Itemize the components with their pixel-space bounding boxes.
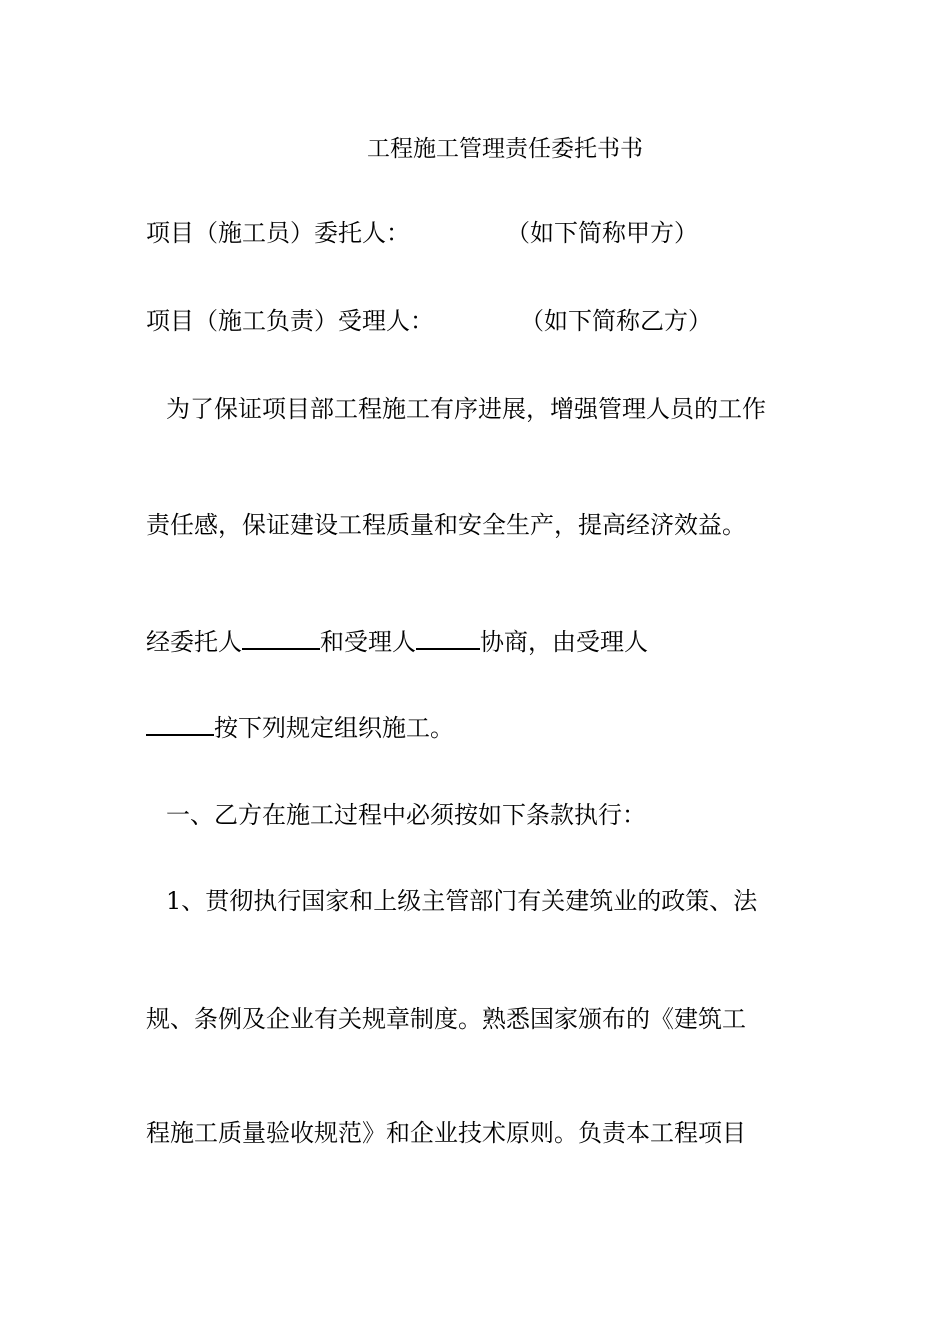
paragraph-2-text-d: 按下列规定组织施工。 <box>214 714 454 742</box>
document-title: 工程施工管理责任委托书书 <box>367 136 643 162</box>
paragraph-2-line-1 <box>146 626 648 657</box>
paragraph-2-text-c: 协商，由受理人 <box>480 628 648 656</box>
paragraph-1-line-2: 责任感，保证建设工程质量和安全生产，提高经济效益。 <box>146 511 746 539</box>
item-1-line-2: 规、条例及企业有关规章制度。熟悉国家颁布的《建筑工 <box>146 1005 746 1033</box>
client-name-blank <box>242 626 320 650</box>
item-1-line-3: 程施工质量验收规范》和企业技术原则。负责本工程项目 <box>146 1119 746 1147</box>
agent-line <box>146 306 712 336</box>
agent-note: （如下简称乙方） <box>520 307 712 335</box>
agent-name-blank <box>416 626 480 650</box>
paragraph-1-line-1: 为了保证项目部工程施工有序进展，增强管理人员的工作 <box>166 395 766 423</box>
paragraph-2-text-a: 经委托人 <box>146 628 242 656</box>
paragraph-2-text-b: 和受理人 <box>320 628 416 656</box>
agent-label: 项目（施工负责）受理人： <box>146 307 434 335</box>
section-1-heading: 一、乙方在施工过程中必须按如下条款执行： <box>166 801 646 829</box>
paragraph-2-line-2 <box>146 712 454 743</box>
item-1-line-1: 1、贯彻执行国家和上级主管部门有关建筑业的政策、法 <box>166 887 758 915</box>
client-note: （如下简称甲方） <box>506 219 698 247</box>
client-line <box>146 218 698 248</box>
agent-name-blank-2 <box>146 712 214 736</box>
client-label: 项目（施工员）委托人： <box>146 219 410 247</box>
